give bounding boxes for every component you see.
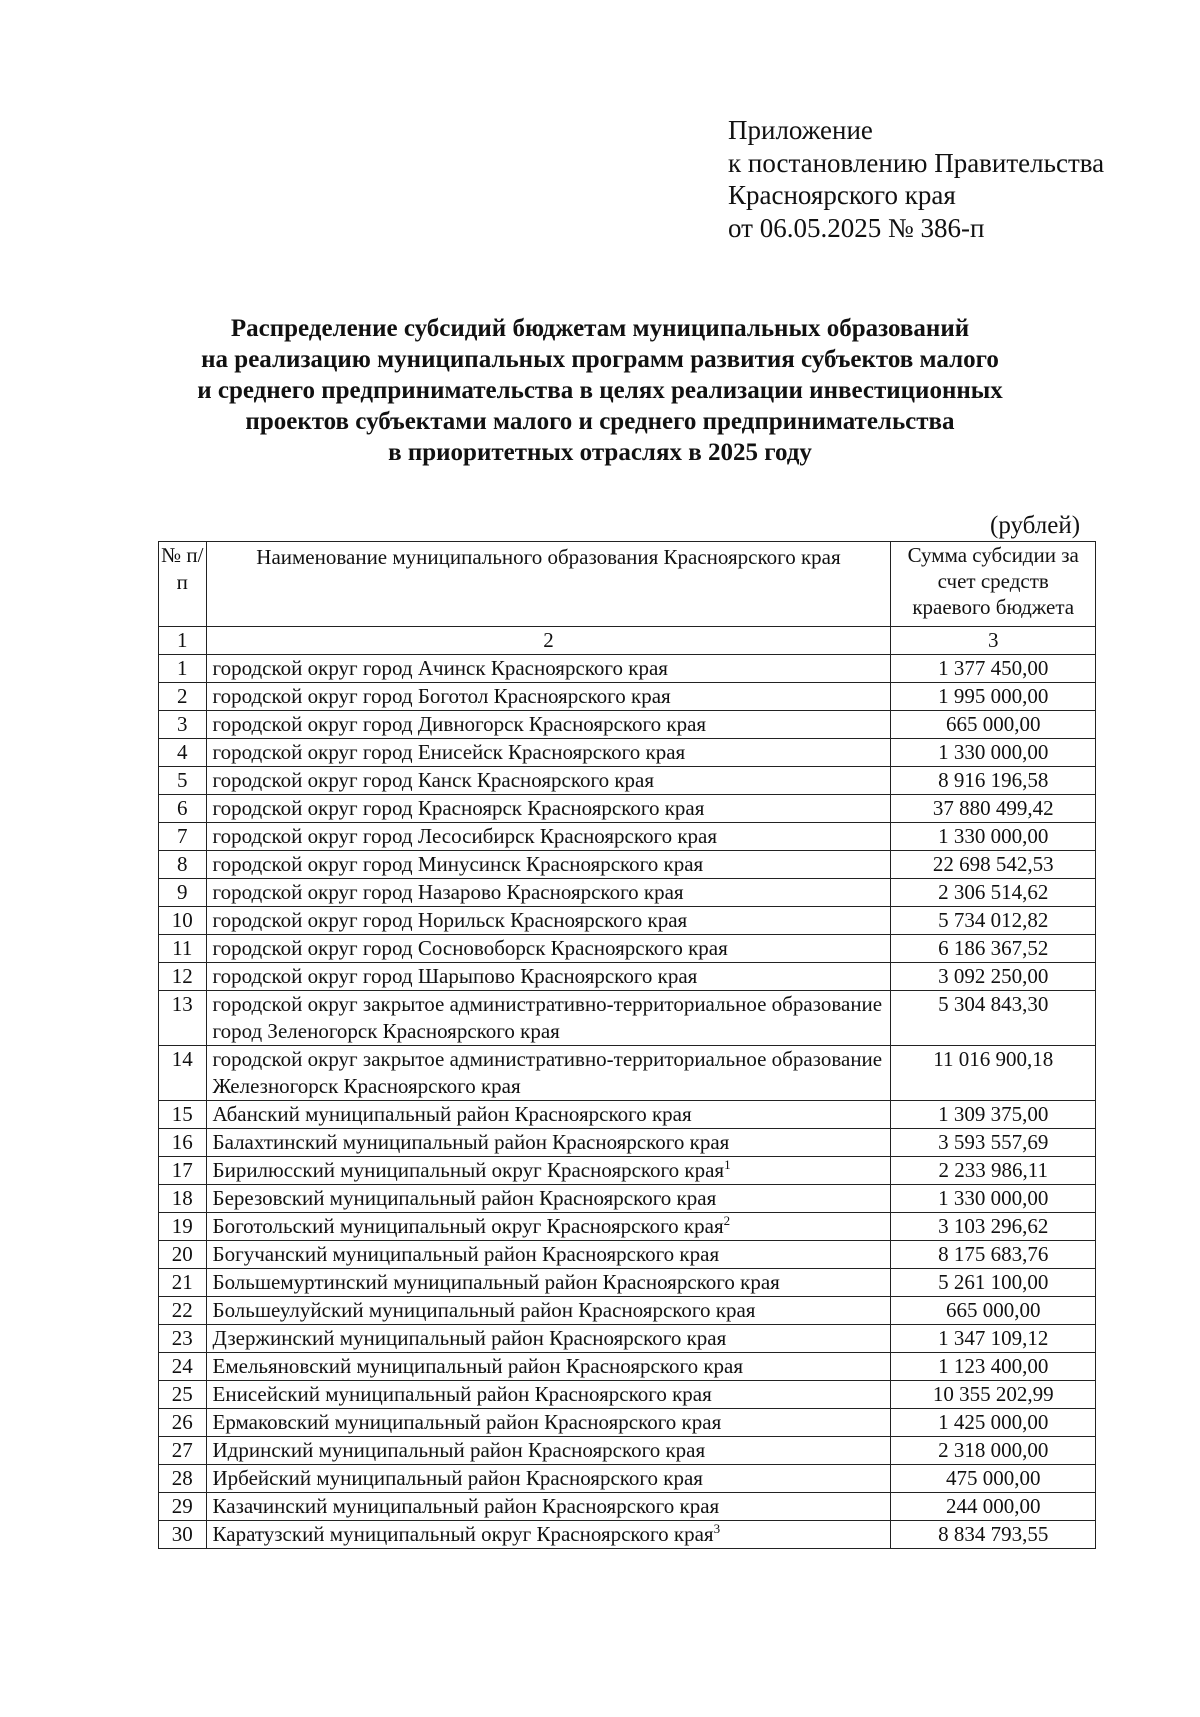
- row-municipality-name: [206, 1493, 891, 1521]
- municipality-name-text: Богучанский муниципальный район Красноярского края: [212, 1242, 720, 1266]
- municipality-name-text: Большемуртинский муниципальный район Красноярского края: [212, 1270, 780, 1294]
- table-row: [159, 655, 1096, 683]
- title-line-5: в приоритетных отраслях в 2025 году: [388, 439, 812, 466]
- municipality-name-text: Енисейский муниципальный район Красноярского края: [212, 1382, 712, 1406]
- municipality-name-text: городской округ город Шарыпово Красноярского края: [212, 964, 698, 988]
- row-subsidy-sum: 1 347 109,12: [891, 1325, 1096, 1353]
- row-number: 23: [159, 1325, 207, 1353]
- row-municipality-name: [206, 739, 891, 767]
- row-subsidy-sum: 37 880 499,42: [891, 795, 1096, 823]
- row-subsidy-sum: 3 593 557,69: [891, 1129, 1096, 1157]
- row-number: 6: [159, 795, 207, 823]
- municipality-name-text: Боготольский муниципальный округ Красноярского края: [212, 1214, 724, 1238]
- row-number: 11: [159, 935, 207, 963]
- municipality-name-text: Абанский муниципальный район Красноярского края: [212, 1102, 692, 1126]
- row-number: 21: [159, 1269, 207, 1297]
- title-line-4: проектов субъектами малого и среднего предпринимательства: [245, 408, 955, 435]
- municipality-name-text: Идринский муниципальный район Красноярского края: [212, 1438, 706, 1462]
- row-subsidy-sum: 5 261 100,00: [891, 1269, 1096, 1297]
- row-number: 15: [159, 1101, 207, 1129]
- row-number: 12: [159, 963, 207, 991]
- municipality-name-text: городской округ город Енисейск Красноярского края: [212, 740, 686, 764]
- row-number: 22: [159, 1297, 207, 1325]
- row-subsidy-sum: 1 995 000,00: [891, 683, 1096, 711]
- row-municipality-name: [206, 935, 891, 963]
- appendix-line-3: Красноярского края: [728, 180, 956, 210]
- row-subsidy-sum: 10 355 202,99: [891, 1381, 1096, 1409]
- column-index-row: [159, 627, 1096, 655]
- row-subsidy-sum: 1 330 000,00: [891, 823, 1096, 851]
- municipality-name-text: городской округ закрытое административно-территориальное образование город Зеленогорск Красноярского края: [212, 992, 883, 1043]
- row-municipality-name: [206, 711, 891, 739]
- row-municipality-name: [206, 1437, 891, 1465]
- row-number: 18: [159, 1185, 207, 1213]
- row-subsidy-sum: 8 916 196,58: [891, 767, 1096, 795]
- table-row: [159, 1241, 1096, 1269]
- municipality-name-text: Каратузский муниципальный округ Красноярского края: [212, 1522, 714, 1546]
- row-subsidy-sum: 1 330 000,00: [891, 739, 1096, 767]
- municipality-name-text: Березовский муниципальный район Красноярского края: [212, 1186, 717, 1210]
- table-row: [159, 1129, 1096, 1157]
- row-municipality-name: [206, 1325, 891, 1353]
- row-number: 3: [159, 711, 207, 739]
- row-municipality-name: [206, 1353, 891, 1381]
- municipality-name-text: городской округ город Назарово Красноярского края: [212, 880, 684, 904]
- row-subsidy-sum: 5 304 843,30: [891, 991, 1096, 1046]
- row-municipality-name: [206, 767, 891, 795]
- row-subsidy-sum: 3 103 296,62: [891, 1213, 1096, 1241]
- row-number: 7: [159, 823, 207, 851]
- table-row: [159, 1437, 1096, 1465]
- table-row: [159, 795, 1096, 823]
- row-number: 10: [159, 907, 207, 935]
- appendix-line-2: к постановлению Правительства: [728, 147, 1105, 178]
- row-number: 28: [159, 1465, 207, 1493]
- municipality-name-text: городской округ город Лесосибирск Красноярского края: [212, 824, 718, 848]
- title-line-1: Распределение субсидий бюджетам муниципальных образований: [230, 315, 970, 342]
- table-row: [159, 851, 1096, 879]
- row-municipality-name: [206, 1465, 891, 1493]
- row-municipality-name: [206, 1241, 891, 1269]
- row-subsidy-sum: 665 000,00: [891, 1297, 1096, 1325]
- table-row: [159, 823, 1096, 851]
- row-municipality-name: [206, 963, 891, 991]
- row-number: 24: [159, 1353, 207, 1381]
- row-municipality-name: [206, 851, 891, 879]
- row-subsidy-sum: 8 175 683,76: [891, 1241, 1096, 1269]
- row-number: 1: [159, 655, 207, 683]
- row-municipality-name: [206, 823, 891, 851]
- appendix-line-1: Приложение: [728, 115, 873, 145]
- title-line-2: на реализацию муниципальных программ развития субъектов малого: [201, 346, 999, 373]
- row-subsidy-sum: 1 309 375,00: [891, 1101, 1096, 1129]
- row-number: 19: [159, 1213, 207, 1241]
- table-row: [159, 963, 1096, 991]
- row-number: 2: [159, 683, 207, 711]
- table-row: [159, 1353, 1096, 1381]
- row-municipality-name: [206, 1409, 891, 1437]
- municipality-name-text: Ермаковский муниципальный район Красноярского края: [212, 1410, 722, 1434]
- row-subsidy-sum: 2 306 514,62: [891, 879, 1096, 907]
- row-subsidy-sum: 6 186 367,52: [891, 935, 1096, 963]
- row-number: 17: [159, 1157, 207, 1185]
- municipality-name-text: городской округ город Дивногорск Красноярского края: [212, 712, 707, 736]
- row-subsidy-sum: 1 425 000,00: [891, 1409, 1096, 1437]
- table-row: [159, 1101, 1096, 1129]
- municipality-name-text: Ирбейский муниципальный район Красноярского края: [212, 1466, 703, 1490]
- municipality-name-text: Дзержинский муниципальный район Красноярского края: [212, 1326, 727, 1350]
- row-subsidy-sum: 22 698 542,53: [891, 851, 1096, 879]
- row-municipality-name: [206, 879, 891, 907]
- row-subsidy-sum: 475 000,00: [891, 1465, 1096, 1493]
- row-subsidy-sum: 11 016 900,18: [891, 1046, 1096, 1101]
- column-index-3: 3: [891, 627, 1096, 655]
- row-subsidy-sum: 2 318 000,00: [891, 1437, 1096, 1465]
- footnote-marker: 3: [713, 1521, 721, 1536]
- table-row: [159, 1297, 1096, 1325]
- row-municipality-name: [206, 1213, 891, 1241]
- table-row: [159, 1046, 1096, 1101]
- row-number: 5: [159, 767, 207, 795]
- table-row: [159, 1493, 1096, 1521]
- table-row: [159, 879, 1096, 907]
- municipality-name-text: городской округ город Боготол Красноярского края: [212, 684, 671, 708]
- table-row: [159, 1325, 1096, 1353]
- row-subsidy-sum: 3 092 250,00: [891, 963, 1096, 991]
- appendix-line-4: от 06.05.2025 № 386-п: [728, 212, 985, 243]
- row-number: 14: [159, 1046, 207, 1101]
- footnote-marker: 1: [724, 1157, 731, 1172]
- column-index-2: 2: [206, 627, 891, 655]
- currency-unit: (рублей): [990, 512, 1081, 539]
- table-row: [159, 1157, 1096, 1185]
- table-row: [159, 1409, 1096, 1437]
- municipality-name-text: Балахтинский муниципальный район Красноярского края: [212, 1130, 730, 1154]
- table-row: [159, 991, 1096, 1046]
- appendix-block: [728, 114, 1104, 244]
- table-row: [159, 739, 1096, 767]
- document-title: [150, 313, 1050, 468]
- row-municipality-name: [206, 991, 891, 1046]
- municipality-name-text: городской округ город Канск Красноярского края: [212, 768, 655, 792]
- row-number: 26: [159, 1409, 207, 1437]
- table-row: [159, 1213, 1096, 1241]
- municipality-name-text: городской округ город Сосновоборск Красноярского края: [212, 936, 728, 960]
- row-municipality-name: [206, 1129, 891, 1157]
- row-number: 13: [159, 991, 207, 1046]
- row-subsidy-sum: 1 330 000,00: [891, 1185, 1096, 1213]
- row-subsidy-sum: 2 233 986,11: [891, 1157, 1096, 1185]
- row-number: 20: [159, 1241, 207, 1269]
- row-municipality-name: [206, 1101, 891, 1129]
- row-number: 27: [159, 1437, 207, 1465]
- municipality-name-text: Казачинский муниципальный район Красноярского края: [212, 1494, 720, 1518]
- table-row: [159, 711, 1096, 739]
- row-number: 30: [159, 1521, 207, 1549]
- row-number: 4: [159, 739, 207, 767]
- municipality-name-text: Емельяновский муниципальный район Красноярского края: [212, 1354, 744, 1378]
- row-municipality-name: [206, 683, 891, 711]
- table-row: [159, 1185, 1096, 1213]
- table-row: [159, 1381, 1096, 1409]
- row-municipality-name: [206, 907, 891, 935]
- municipality-name-text: городской округ город Минусинск Красноярского края: [212, 852, 704, 876]
- row-municipality-name: [206, 795, 891, 823]
- row-subsidy-sum: 244 000,00: [891, 1493, 1096, 1521]
- row-subsidy-sum: 665 000,00: [891, 711, 1096, 739]
- municipality-name-text: городской округ город Ачинск Красноярского края: [212, 656, 668, 680]
- row-municipality-name: [206, 1297, 891, 1325]
- header-name: Наименование муниципального образования Красноярского края: [206, 542, 891, 627]
- table-row: [159, 907, 1096, 935]
- table-row: [159, 935, 1096, 963]
- row-number: 29: [159, 1493, 207, 1521]
- row-subsidy-sum: 1 123 400,00: [891, 1353, 1096, 1381]
- table-row: [159, 1465, 1096, 1493]
- municipality-name-text: городской округ закрытое административно-территориальное образование Железногорск Красноярского края: [212, 1047, 883, 1098]
- row-municipality-name: [206, 1185, 891, 1213]
- header-num: № п/п: [159, 542, 207, 627]
- municipality-name-text: городской округ город Норильск Красноярского края: [212, 908, 688, 932]
- municipality-name-text: Большеулуйский муниципальный район Красноярского края: [212, 1298, 756, 1322]
- row-municipality-name: [206, 655, 891, 683]
- row-subsidy-sum: 8 834 793,55: [891, 1521, 1096, 1549]
- header-sum: Сумма субсидии за счет средств краевого бюджета: [891, 542, 1096, 627]
- row-municipality-name: [206, 1521, 891, 1549]
- table-row: [159, 767, 1096, 795]
- table-row: [159, 1521, 1096, 1549]
- row-subsidy-sum: 1 377 450,00: [891, 655, 1096, 683]
- row-municipality-name: [206, 1269, 891, 1297]
- title-line-3: и среднего предпринимательства в целях реализации инвестиционных: [197, 377, 1003, 404]
- row-number: 9: [159, 879, 207, 907]
- column-index-1: 1: [159, 627, 207, 655]
- row-subsidy-sum: 5 734 012,82: [891, 907, 1096, 935]
- row-number: 8: [159, 851, 207, 879]
- row-number: 16: [159, 1129, 207, 1157]
- table-row: [159, 1269, 1096, 1297]
- row-municipality-name: [206, 1381, 891, 1409]
- table-header-row: [159, 542, 1096, 627]
- row-municipality-name: [206, 1046, 891, 1101]
- footnote-marker: 2: [723, 1213, 731, 1228]
- subsidy-table: [158, 541, 1096, 1549]
- row-number: 25: [159, 1381, 207, 1409]
- table-row: [159, 683, 1096, 711]
- row-municipality-name: [206, 1157, 891, 1185]
- municipality-name-text: городской округ город Красноярск Красноярского края: [212, 796, 705, 820]
- municipality-name-text: Бирилюсский муниципальный округ Красноярского края: [212, 1158, 725, 1182]
